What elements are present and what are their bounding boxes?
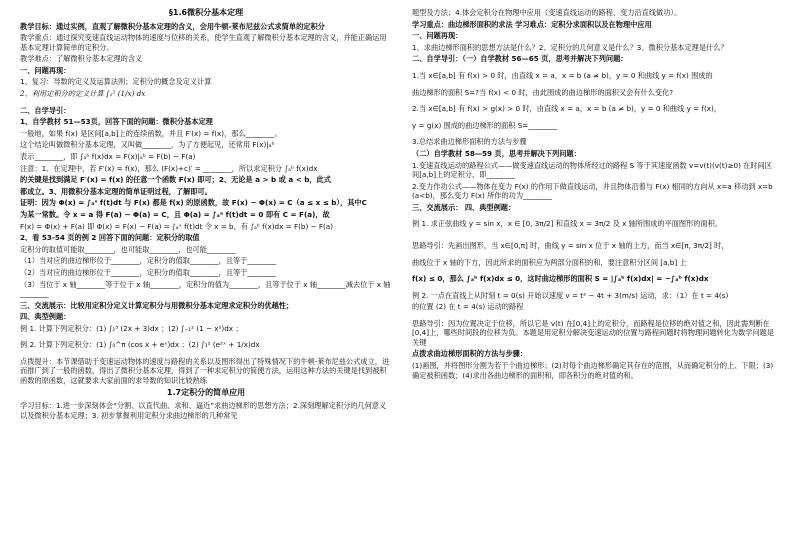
note-2: 的关键是找到满足 F′(x) = f(x) 的任意一个函数 F(x) 即可；2、无论是 a > b 或 a < b，此式 [20, 175, 331, 185]
task-1: 1、自学教材 51—53页，回答下面的问题：微积分基本定理 [20, 117, 213, 127]
teaching-key-point: 教学重点：通过探究变速直线运动物体的速度与位移的关系，使学生直观了解微积分基本定理的含义，并能正确运用基本定理计算简单的定积分。 [20, 33, 387, 52]
theorem-name: 这个结论叫做微积分基本定理，又叫做________，为了方便起见，还常用 F(x)|ₐᵇ [20, 140, 275, 150]
heading-self-study: 二、自学导引： [20, 105, 71, 115]
area-question-2b: y = g(x) 围成的曲边梯形的面积 S=________ [412, 120, 558, 130]
note-3: 都成立。3、用微积分基本定理的简单证明过程，了解即可。 [20, 186, 212, 196]
review-questions-2: 1、求曲边梯形面积的思想方法是什么？2、定积分的几何意义是什么？3、微积分基本定理是什么？ [412, 42, 728, 52]
proof-line-3: F(x) = Φ(x) + F(a) 即 Φ(x) = F(x) − F(a) = ∫ₐˣ f(t)dt 令 x = b，有 ∫ₐᵇ f(x)dx = F(b) − F(a) [20, 221, 334, 231]
example-4: 例 2. 一点在直线上从时刻 t = 0(s) 开始以速度 v = t² − 4t + 3(m/s) 运动，求：（1）在 t = 4(s) [412, 290, 729, 300]
hint-3: f(x) ≤ 0，那么 ∫ₐᵇ f(x)dx ≤ 0，这时曲边梯形的面积 S = |∫ₐᵇ f(x)dx| = −∫ₐᵇ f(x)dx [412, 274, 709, 284]
area-question-1b: 曲边梯形的面积 S=?当 f(x) < 0 时，由此围成的曲边梯形的面积又会有什么变化? [412, 87, 674, 97]
left-column [20, 8, 392, 422]
proof-line-1: 证明：因为 Φ(x) = ∫ₐˣ f(t)dt 与 F(x) 都是 f(x) 的原函数，故 F(x) − Φ(x) = C（a ≤ x ≤ b），其中C [20, 198, 367, 208]
method-summary-title: 点拨求曲边梯形面积的方法与步骤： [412, 349, 528, 359]
area-summary-question: 3.总结求曲边梯形面积的方法与步骤 [412, 137, 527, 147]
hint-1: 思路导引：先画出图形，当 x∈[0,π] 时，曲线 y = sin x 位于 x 轴的上方，而当 x∈[π, 3π/2] 时， [412, 240, 729, 250]
method-summary: (1)画图，并将图形分割为若干个曲边梯形；(2)对每个曲边梯形确定其存在的范围，从而确定积分的上、下限；(3)确定被积函数；(4)求出各曲边梯形的面积和，即各积分的绝对值的和。 [412, 361, 774, 380]
note-1: 注意：1、在定理中，若 F′(x) = f(x)，那么 (F(x)+c)′ = ________，所以求定积分 ∫ₐᵇ f(x)dx [20, 163, 318, 173]
heading-self-study-2: 二、自学导引：（一）自学教材 56—65 页，思考并解决下列问题： [412, 54, 628, 64]
section-title-2: 1.7定积分的简单应用 [166, 387, 246, 397]
example-4b: 的位置 (2) 在 t = 4(s) 运动的路程 [412, 302, 524, 312]
right-column [412, 8, 778, 382]
heading-exchange-examples: 三、交流展示： 四、典型例题： [412, 202, 516, 212]
section-title: §1.6微积分基本定理 [168, 8, 244, 17]
hint-4: 思路导引：因为位置决定于位移，所以它是 v(t) 在[0,4]上的定积分，而路程是位移的绝对值之和，因此需判断在[0,4]上，哪些时间段的位移为负。本题是用定积分解决变速运动的位置与路程问题时将物理问题转化为数学问题是关键 [412, 318, 775, 347]
learning-goal: 教学目标：通过实例，直观了解微积分基本定理的含义，会用牛顿-莱布尼兹公式求简单的定积分 [20, 21, 325, 31]
value-sign-intro: 定积分的取值可能取________，也可能取________，也可能________ [20, 244, 236, 254]
task-2: 2、看 53-54 页的例 2 回答下面的问题：定积分的取值 [20, 233, 200, 243]
theorem-statement: 一般地，如果 f(x) 是区间[a,b]上的连续函数，并且 F′(x) = f(x)，那么________。 [20, 128, 282, 138]
heading-problem-review: 一、问题再现： [20, 65, 71, 75]
distance-formula: 1.变速直线运动的路程公式——做变速直线运动的物体所经过的路程 S 等于其速度函数 v=v(t)(v(t)≥0) 在时间区间[a,b]上的定积分，即________ [412, 160, 772, 180]
summary-paragraph: 点拨提升：本节课借助于变速运动物体的速度与路程的关系以及图形得出了特殊情况下的牛顿-莱布尼兹公式成立，进而推广到了一般的函数，得出了微积分基本定理，得到了一种求定积分的简便方法，运用这种方法的关键是找到被积函数的原函数，这就要求大家前面的求导数的知识比较熟练 [20, 356, 390, 385]
learning-goal-2: 学习目标：1.进一步深刻体会“分割、以直代曲、求和、逼近”求曲边梯形的思想方法；2.深刻理解定积分的几何意义以及微积分基本定理；3. 初步掌握利用定积分求曲边梯形的几种常见 [20, 401, 387, 420]
area-question-2: 2.当 x∈[a,b] 有 f(x) > g(x) > 0 时，由直线 x = a，x = b (a ≠ b)，y = 0 和曲线 y = f(x)， [412, 104, 722, 114]
value-case-1: （1）当对应的曲边梯形位于________，定积分的值取________，且等于________ [20, 256, 277, 266]
teaching-difficulty: 教学难点：了解微积分基本定理的含义 [20, 54, 143, 64]
heading-self-study-3: （二）自学教材 58—59 页，思考并解决下列问题： [412, 148, 581, 158]
goal-continued: 题型及方法；4.体会定积分在物理中应用（变速直线运动的路程、变力沿直线做功）。 [412, 8, 682, 17]
hint-2: 曲线位于 x 轴的下方，因此所求的面积应为两部分面积的和，要注意积分区间 [a,b] 上 [412, 257, 687, 267]
heading-examples: 四、典型例题： [20, 312, 71, 322]
review-question-2: 2、利用定积分的定义计算 ∫₁² (1/x) dx [20, 89, 146, 99]
heading-exchange: 三、交流展示：比较用定积分定义计算定积分与用微积分基本定理求定积分的优越性； [20, 300, 294, 310]
theorem-notation: 表示________，即 ∫ₐᵇ f(x)dx = F(x)|ₐᵇ = F(b) − F(a) [20, 151, 196, 161]
proof-line-2: 为某一常数。令 x = a 得 F(a) − Φ(a) = C，且 Φ(a) = ∫ₐᵃ f(t)dt = 0 即有 C = F(a)，故 [20, 209, 330, 219]
value-case-3: （3）当位于 x 轴________等于位于 x 轴________，定积分的值为________，且等于位于 x 轴________减去位于 x 轴________ [20, 279, 391, 299]
review-question-1: 1、复习：导数的定义及运算法则；定积分的概念及定义计算 [20, 77, 212, 87]
example-2: 例 2. 计算下列定积分：(1) ∫₀^π (cos x + eˣ)dx ；(2) ∫₁² (e²ˣ + 1/x)dx [20, 340, 260, 350]
area-question-1: 1.当 x∈[a,b] 有 f(x) > 0 时，由直线 x = a，x = b (a ≠ b)，y = 0 和曲线 y = f(x) 围成的 [412, 70, 713, 80]
value-case-2: （2）当对应的曲边梯形位于________，定积分的值取________，且等于________ [20, 267, 277, 277]
example-3: 例 1. 求正弦曲线 y = sin x，x ∈ [0, 3π/2] 和直线 x = 3π/2 及 x 轴所围成的平面图形的面积。 [412, 219, 723, 229]
key-and-difficulty: 学习重点：曲边梯形面积的求法 学习难点：定积分求面积以及在物理中应用 [412, 19, 652, 29]
example-1: 例 1. 计算下列定积分：(1) ∫₁³ (2x + 3)dx ；(2) ∫₋₁² (1 − x²)dx ； [20, 323, 243, 333]
heading-problem-review-2: 一、问题再现： [412, 31, 463, 41]
work-formula: 2.变力作功公式——物体在变力 F(x) 的作用下做直线运动，并且物体沿着与 F(x) 相同的方向从 x=a 移动到 x=b (a<b)，那么变力 F(x) 所作的功为________ [412, 181, 773, 201]
